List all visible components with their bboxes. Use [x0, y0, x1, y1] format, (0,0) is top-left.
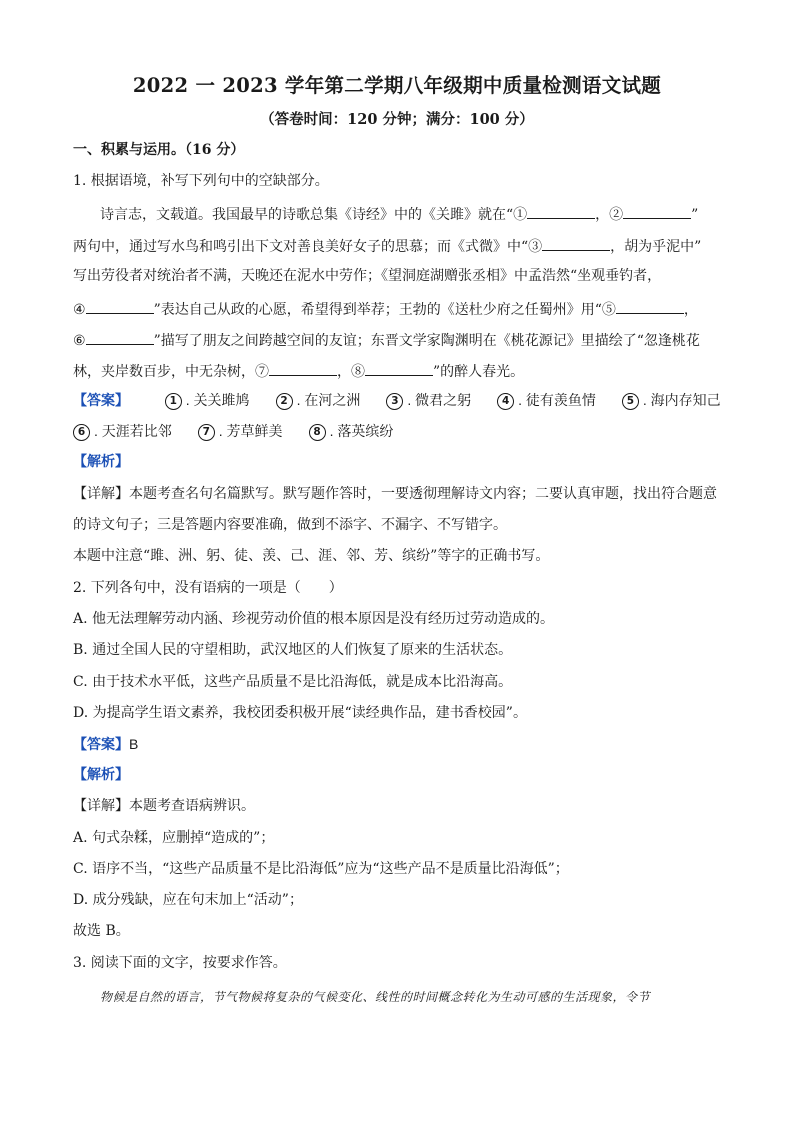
question-3-passage: 物候是自然的语言，节气物候将复杂的气候变化、线性的时间概念转化为生动可感的生活现象，令节 [100, 990, 651, 1004]
answer-value: B [129, 736, 139, 752]
question-1-line-3: 写出劳役者对统治者不满，天晚还在泥水中劳作；《望洞庭湖赠张丞相》中孟浩然“坐观垂钓者， [73, 268, 662, 284]
blank-7 [269, 360, 337, 376]
number-circle-icon: 1 [165, 393, 182, 410]
answer-item: 6 . 天涯若比邻 [73, 423, 172, 439]
answer-item: 8 . 落英缤纷 [309, 423, 394, 439]
answer-item: 4 . 徒有羡鱼情 [497, 392, 596, 408]
question-1-line-6: 林，夹岸数百步，中无杂树，⑦ ，⑧ ”的醉人春光。 [73, 360, 524, 382]
number-circle-icon: 7 [198, 424, 215, 441]
question-1-detail-2: 的诗文句子；三是答题内容要准确，做到不添字、不漏字、不写错字。 [73, 517, 507, 533]
answer-item: 5 . 海内存知己 [622, 392, 721, 408]
analysis-label: 【解析】 [73, 454, 129, 470]
blank-8 [365, 360, 433, 376]
page-title: 2022 一 2023 学年第二学期八年级期中质量检测语文试题 [132, 74, 662, 97]
question-1-detail-1: 【详解】本题考查名句名篇默写。默写题作答时，一要透彻理解诗文内容；二要认真审题，找出符合题意 [73, 486, 717, 502]
number-circle-icon: 4 [497, 393, 514, 410]
question-1-line-1: 诗言志，文载道。我国最早的诗歌总集《诗经》中的《关雎》就在“① ，② ” [100, 203, 698, 225]
question-2-option-c: C. 由于技术水平低，这些产品质量不是比沿海低，就是成本比沿海高。 [73, 674, 513, 690]
question-2-option-b: B. 通过全国人民的守望相助，武汉地区的人们恢复了原来的生活状态。 [73, 642, 513, 658]
blank-3 [542, 235, 610, 251]
blank-4 [86, 298, 154, 314]
question-2-answer [73, 734, 138, 755]
question-2-option-d: D. 为提高学生语文素养，我校团委积极开展“读经典作品，建书香校园”。 [73, 705, 527, 721]
answer-item: 3 . 微君之躬 [386, 392, 471, 408]
question-2-stem: 2. 下列各句中，没有语病的一项是（ ） [73, 580, 343, 596]
answer-item: 2 . 在河之洲 [276, 392, 361, 408]
question-2-note-c: C. 语序不当，“这些产品质量不是比沿海低”应为“这些产品不是质量比沿海低”； [73, 861, 569, 877]
blank-5 [616, 298, 684, 314]
question-1-answer-row-1 [73, 390, 721, 410]
blank-6 [86, 329, 154, 345]
number-circle-icon: 6 [73, 424, 90, 441]
question-1-line-5: ⑥ ”描写了朋友之间跨越空间的友谊；东晋文学家陶渊明在《桃花源记》里描绘了“忽逢桃花 [73, 329, 700, 351]
answer-label: 【答案】 [73, 392, 129, 408]
analysis-label: 【解析】 [73, 767, 129, 783]
question-1-line-4: ④ ”表达自己从政的心愿，希望得到举荐；王勃的《送杜少府之任蜀州》用“⑤ ， [73, 298, 698, 320]
question-1-detail-3: 本题中注意“雎、洲、躬、徒、羡、己、涯、邻、芳、缤纷”等字的正确书写。 [73, 548, 550, 564]
number-circle-icon: 5 [622, 393, 639, 410]
answer-item: 7 . 芳草鲜美 [198, 423, 283, 439]
question-1-answer-row-2 [73, 421, 393, 441]
question-2-option-a: A. 他无法理解劳动内涵、珍视劳动价值的根本原因是没有经历过劳动造成的。 [73, 611, 555, 627]
answer-item: 1 . 关关雎鸠 [165, 392, 250, 408]
blank-1 [527, 203, 595, 219]
blank-2 [623, 203, 691, 219]
section-heading: 一、积累与运用。（16 分） [73, 142, 245, 158]
question-2-note-d: D. 成分残缺，应在句末加上“活动”； [73, 892, 303, 908]
question-3-stem: 3. 阅读下面的文字，按要求作答。 [73, 955, 287, 971]
number-circle-icon: 3 [386, 393, 403, 410]
number-circle-icon: 2 [276, 393, 293, 410]
question-2-conclusion: 故选 B。 [73, 923, 130, 939]
exam-info: （答卷时间：120 分钟；满分：100 分） [260, 111, 534, 128]
number-circle-icon: 8 [309, 424, 326, 441]
question-2-note-a: A. 句式杂糅，应删掉“造成的”； [73, 830, 275, 846]
question-1-line-2: 两句中，通过写水鸟和鸣引出下文对善良美好女子的思慕；而《式微》中“③ ，胡为乎泥中” [73, 235, 701, 257]
question-1-stem: 1. 根据语境，补写下列句中的空缺部分。 [73, 173, 329, 189]
answer-label: 【答案】 [73, 737, 129, 753]
question-2-detail: 【详解】本题考查语病辨识。 [73, 798, 255, 814]
